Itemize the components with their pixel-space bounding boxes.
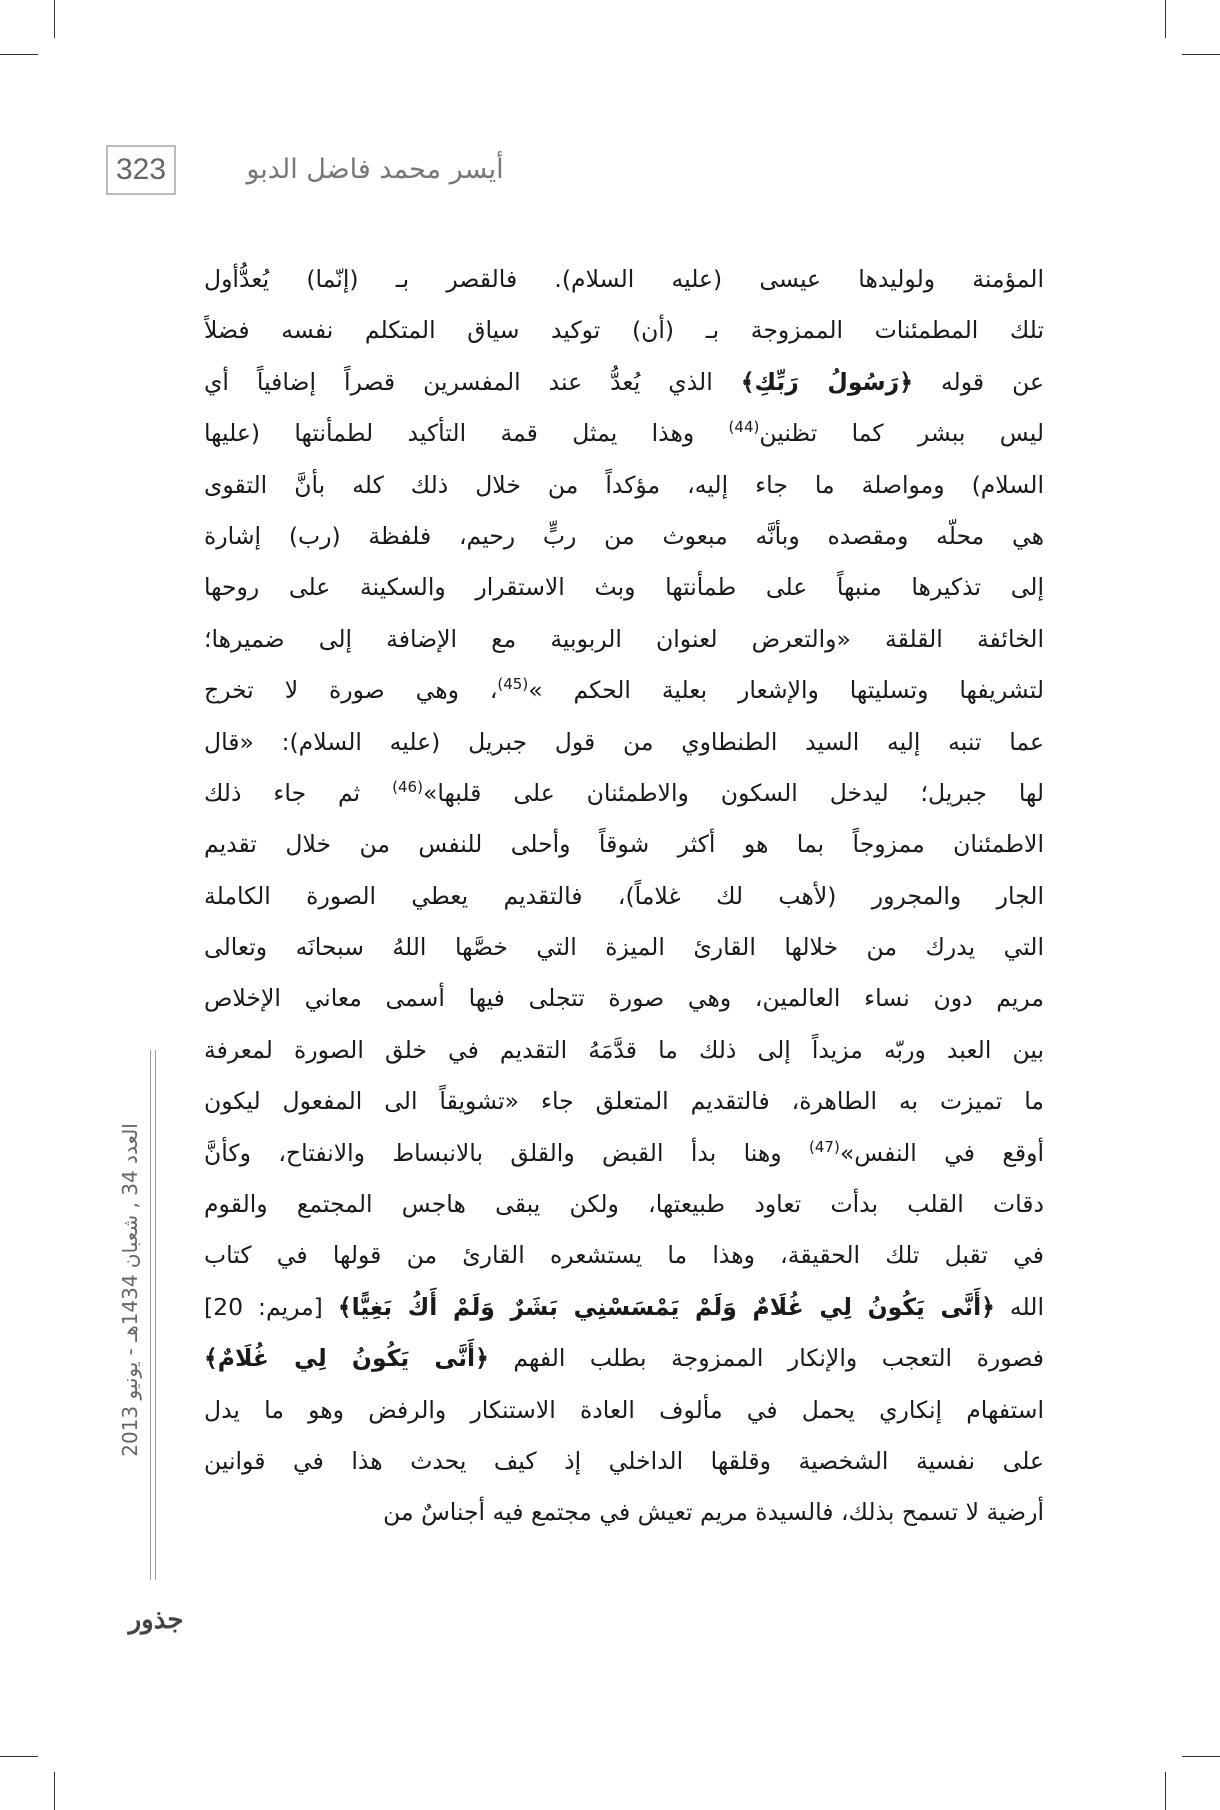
text-run: فصورة التعجب والإنكار الممزوجة بطلب الفهم (488, 1344, 1044, 1373)
text-line (204, 665, 1044, 716)
text-run: لتشريفها وتسليتها والإشعار بعلية الحكم » (528, 676, 1044, 705)
text-line (204, 460, 1044, 511)
crop-mark (1182, 1756, 1220, 1757)
text-line (204, 1076, 1044, 1127)
text-line (204, 768, 1044, 819)
footnote-ref: (46) (392, 778, 423, 797)
text-run: الجار والمجرور (لأهب لك غلاماً)، فالتقديم يعطي الصورة الكاملة (204, 881, 1044, 910)
text-run: دقات القلب بدأت تعاود طبيعتها، ولكن يبقى هاجس المجتمع والقوم (204, 1190, 1044, 1219)
text-run: الله (994, 1292, 1044, 1321)
text-line (204, 871, 1044, 922)
text-line (204, 562, 1044, 613)
sidebar-rule (150, 1050, 151, 1580)
text-line (204, 305, 1044, 356)
issue-info: العدد 34 , شعبان 1434هـ - يونيو 2013 (118, 1123, 142, 1457)
footnote-ref: (47) (809, 1137, 840, 1156)
page-number: 323 (106, 145, 176, 195)
text-run: [مريم: 20] (204, 1292, 338, 1321)
crop-mark (1182, 54, 1220, 55)
text-line (204, 408, 1044, 459)
text-run: عما تنبه إليه السيد الطنطاوي من قول جبريل (عليه السلام): «قال (204, 727, 1044, 756)
running-header-author: أيسر محمد فاضل الدبو (246, 154, 504, 185)
text-run: بين العبد وربّه مزيداً إلى ذلك ما قدَّمَهُ التقديم في خلق الصورة لمعرفة (204, 1035, 1044, 1064)
crop-mark (54, 0, 55, 38)
footnote-ref: (44) (728, 418, 760, 437)
text-run: ليس ببشر كما تظنين (759, 419, 1044, 448)
text-run: عن قوله (912, 367, 1044, 396)
text-line (204, 1282, 1044, 1333)
text-run: أرضية لا تسمح بذلك، فالسيدة مريم تعيش في مجتمع فيه أجناسٌ من (383, 1498, 1044, 1527)
text-run: لها جبريل؛ ليدخل السكون والاطمئنان على قلبها» (422, 778, 1044, 807)
quran-verse: ﴿رَسُولُ رَبِّكِ﴾ (740, 367, 913, 396)
crop-mark (54, 1772, 55, 1810)
text-line (204, 1025, 1044, 1076)
text-run: في تقبل تلك الحقيقة، وهذا ما يستشعره القارئ من قولها في كتاب (204, 1241, 1044, 1270)
quran-verse: ﴿أَنَّى يَكُونُ لِي غُلَامٌ وَلَمْ يَمْسَسْنِي بَشَرٌ وَلَمْ أَكُ بَغِيًّا﴾ (337, 1292, 995, 1321)
crop-mark (0, 1756, 38, 1757)
crop-mark (1165, 1772, 1166, 1810)
text-run: هي محلّه ومقصده وبأنَّه مبعوث من ربٍّ رحيم، فلفظة (رب) إشارة (204, 521, 1044, 550)
text-run: الذي يُعدُّ عند المفسرين قصراً إضافياً أي (204, 367, 741, 396)
text-run: ثم جاء ذلك (204, 778, 393, 807)
journal-logo: جذور (128, 1605, 184, 1635)
crop-mark (0, 54, 38, 55)
footnote-ref: (45) (497, 675, 529, 694)
text-line (204, 1385, 1044, 1436)
text-run: استفهام إنكاري يحمل في مألوف العادة الاستنكار والرفض وهو ما يدل (204, 1395, 1044, 1424)
text-run: ، وهي صورة لا تخرج (204, 676, 498, 705)
article-body (204, 254, 1044, 1539)
sidebar-rule (155, 1050, 156, 1580)
text-run: ما تميزت به الطاهرة، فالتقديم المتعلق جاء «تشويقاً الى المفعول ليكون (204, 1087, 1044, 1116)
text-line (204, 511, 1044, 562)
text-line (204, 1436, 1044, 1487)
text-line (204, 973, 1044, 1024)
text-line (204, 717, 1044, 768)
text-line (204, 1487, 1044, 1538)
text-line (204, 1179, 1044, 1230)
text-run: وهذا يمثل قمة التأكيد لطمأنتها (عليها (204, 419, 729, 448)
crop-mark (1165, 0, 1166, 38)
text-run: مريم دون نساء العالمين، وهي صورة تتجلى فيها أسمى معاني الإخلاص (204, 984, 1044, 1013)
text-line (204, 819, 1044, 870)
text-run: التي يدرك من خلالها القارئ الميزة التي خصَّها اللهُ سبحانَه وتعالى (204, 933, 1044, 962)
text-line (204, 1333, 1044, 1384)
text-run: إلى تذكيرها منبهاً على طمأنتها وبث الاستقرار والسكينة على روحها (204, 573, 1044, 602)
text-run: وهنا بدأ القبض والقلق بالانبساط والانفتاح، وكأنَّ (204, 1138, 809, 1167)
text-run: المؤمنة ولوليدها عيسى (عليه السلام). فالقصر بـ (إنّما) يُعدُّأول (204, 265, 1044, 293)
text-line (204, 357, 1044, 408)
text-run: تلك المطمئنات الممزوجة بـ (أن) توكيد سياق المتكلم نفسه فضلاً (204, 316, 1044, 345)
text-run: السلام) ومواصلة ما جاء إليه، مؤكداً من خلال ذلك كله بأنَّ التقوى (204, 470, 1044, 499)
text-line (204, 614, 1044, 665)
text-line (204, 1230, 1044, 1281)
text-run: على نفسية الشخصية وقلقها الداخلي إذ كيف يحدث هذا في قوانين (204, 1446, 1044, 1475)
text-run: الاطمئنان ممزوجاً بما هو أكثر شوقاً وأحلى للنفس من خلال تقديم (204, 830, 1044, 859)
text-run: الخائفة القلقة «والتعرض لعنوان الربوبية مع الإضافة إلى ضميرها؛ (204, 624, 1044, 653)
quran-verse: ﴿أَنَّى يَكُونُ لِي غُلَامٌ﴾ (204, 1344, 489, 1373)
text-line (204, 254, 1044, 305)
text-run: أوقع في النفس» (839, 1138, 1044, 1167)
text-line (204, 922, 1044, 973)
text-line (204, 1128, 1044, 1179)
